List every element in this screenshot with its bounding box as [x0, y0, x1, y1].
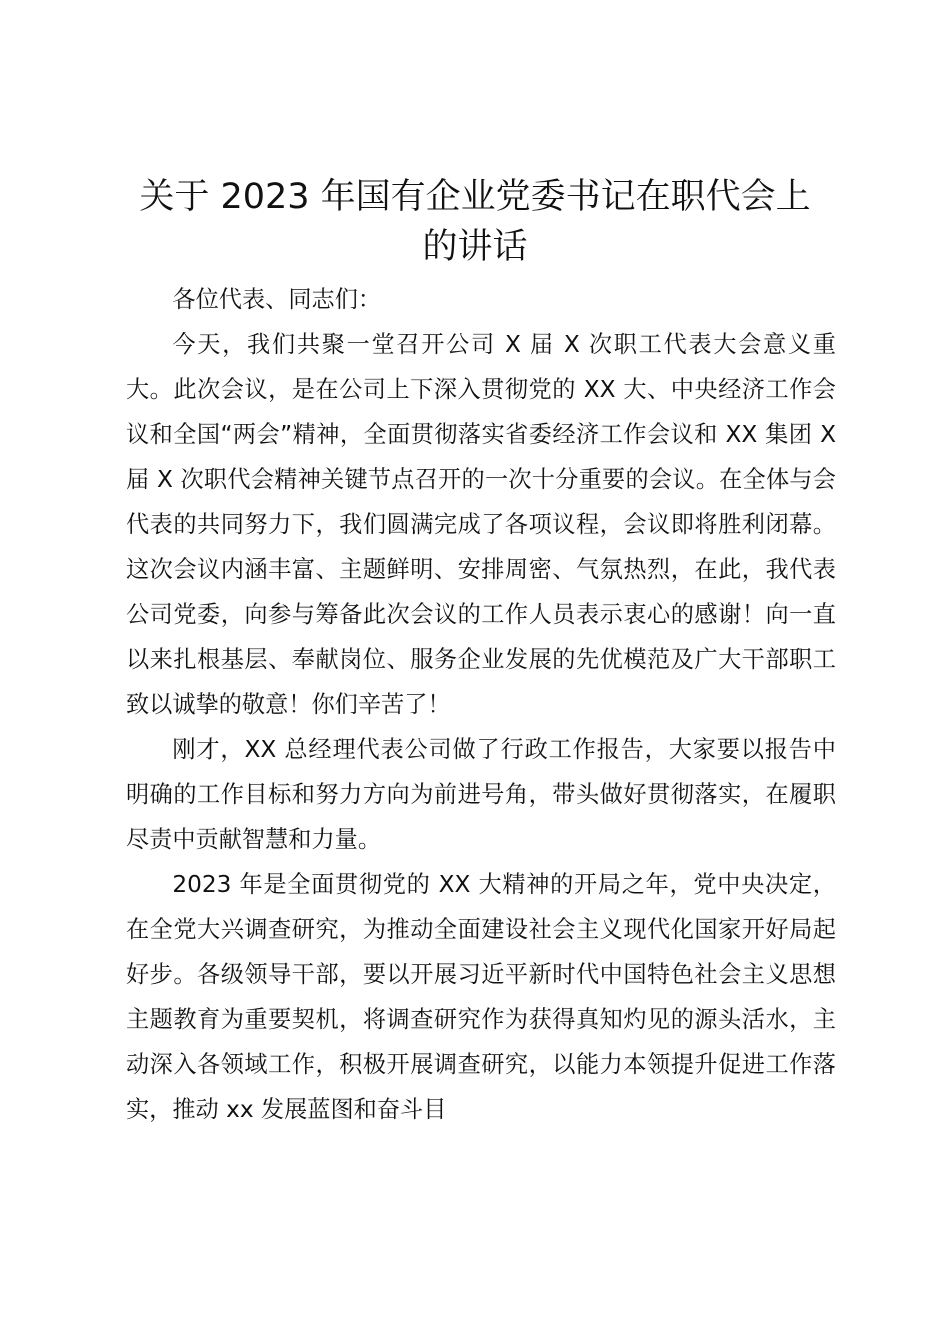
- body-paragraph: 刚才，XX 总经理代表公司做了行政工作报告，大家要以报告中明确的工作目标和努力方向为前进号角，带头做好贯彻落实，在履职尽责中贡献智慧和力量。: [126, 736, 836, 853]
- document-title-line-1: 关于 2023 年国有企业党委书记在职代会上: [139, 177, 811, 217]
- salutation-paragraph: 各位代表、同志们：: [172, 286, 382, 313]
- document-title-line-2: 的讲话: [422, 227, 528, 267]
- document-body: [126, 277, 836, 1132]
- body-paragraph: 2023 年是全面贯彻党的 XX 大精神的开局之年，党中央决定，在全党大兴调查研究，为推动全面建设社会主义现代化国家开好局起好步。各级领导干部，要以开展习近平新时代中国特色社会主义思想主题教育为重要契机，将调查研究作为获得真知灼见的源头活水，主动深入各领域工作，积极开展调查研究，以能力本领提升促进工作落实，推动 xx 发展蓝图和奋斗目: [126, 871, 836, 1123]
- body-paragraph: 今天，我们共聚一堂召开公司 X 届 X 次职工代表大会意义重大。此次会议，是在公司上下深入贯彻党的 XX 大、中央经济工作会议和全国“两会”精神，全面贯彻落实省委经济工作会议和 XX 集团 X 届 X 次职代会精神关键节点召开的一次十分重要的会议。在全体与会代表的共同努力下，我们圆满完成了各项议程，会议即将胜利闭幕。这次会议内涵丰富、主题鲜明、安排周密、气氛热烈，在此，我代表公司党委，向参与筹备此次会议的工作人员表示衷心的感谢！向一直以来扎根基层、奉献岗位、服务企业发展的先优模范及广大干部职工致以诚挚的敬意！你们辛苦了！: [126, 331, 836, 718]
